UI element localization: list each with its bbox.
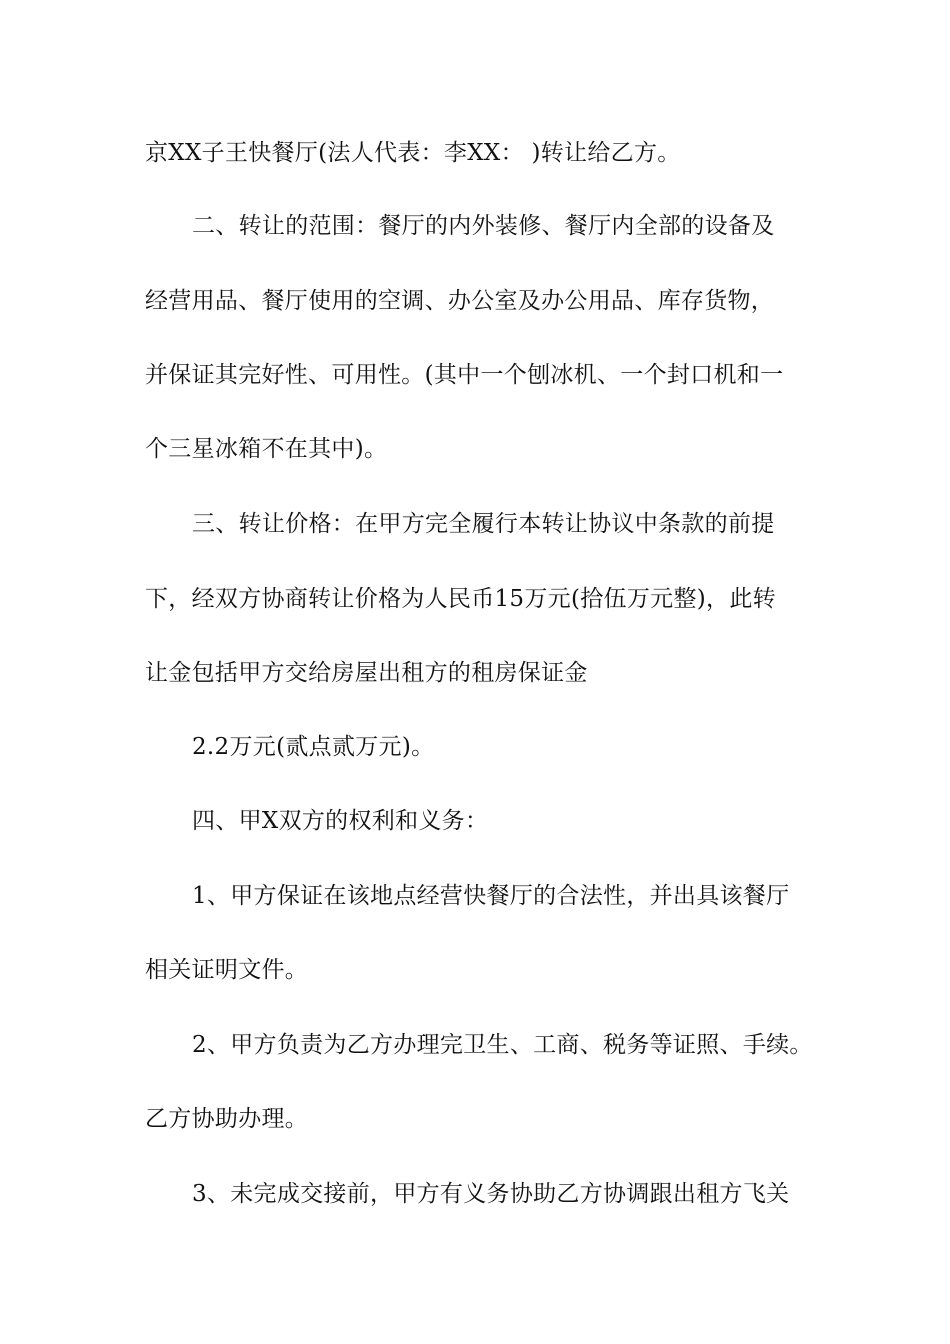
text-line: 下，经双方协商转让价格为人民币15万元(拾伍万元整)，此转: [145, 586, 776, 612]
clause-item-2: 2、甲方负责为乙方办理完卫生、工商、税务等证照、手续。: [192, 1032, 813, 1058]
text-line: 相关证明文件。: [145, 957, 309, 983]
section-heading-price: 三、转让价格：在甲方完全履行本转让协议中条款的前提: [192, 511, 775, 537]
text-line: 乙方协助办理。: [145, 1106, 309, 1132]
text-line: 2.2万元(贰点贰万元)。: [192, 734, 435, 760]
text-line: 让金包括甲方交给房屋出租方的租房保证金: [145, 660, 588, 686]
clause-item-1: 1、甲方保证在该地点经营快餐厅的合法性，并出具该餐厅: [192, 883, 790, 909]
text-line: 京XX子王快餐厅(法人代表：李XX： )转让给乙方。: [145, 140, 681, 166]
section-heading-scope: 二、转让的范围：餐厅的内外装修、餐厅内全部的设备及: [192, 213, 775, 239]
text-line: 经营用品、餐厅使用的空调、办公室及办公用品、库存货物，: [145, 288, 775, 314]
clause-item-3: 3、未完成交接前，甲方有义务协助乙方协调跟出租方飞关: [192, 1181, 790, 1207]
text-line: 并保证其完好性、可用性。(其中一个刨冰机、一个封口机和一: [145, 362, 784, 388]
section-heading-rights: 四、甲X双方的权利和义务：: [192, 808, 489, 834]
text-line: 个三星冰箱不在其中)。: [145, 436, 388, 462]
